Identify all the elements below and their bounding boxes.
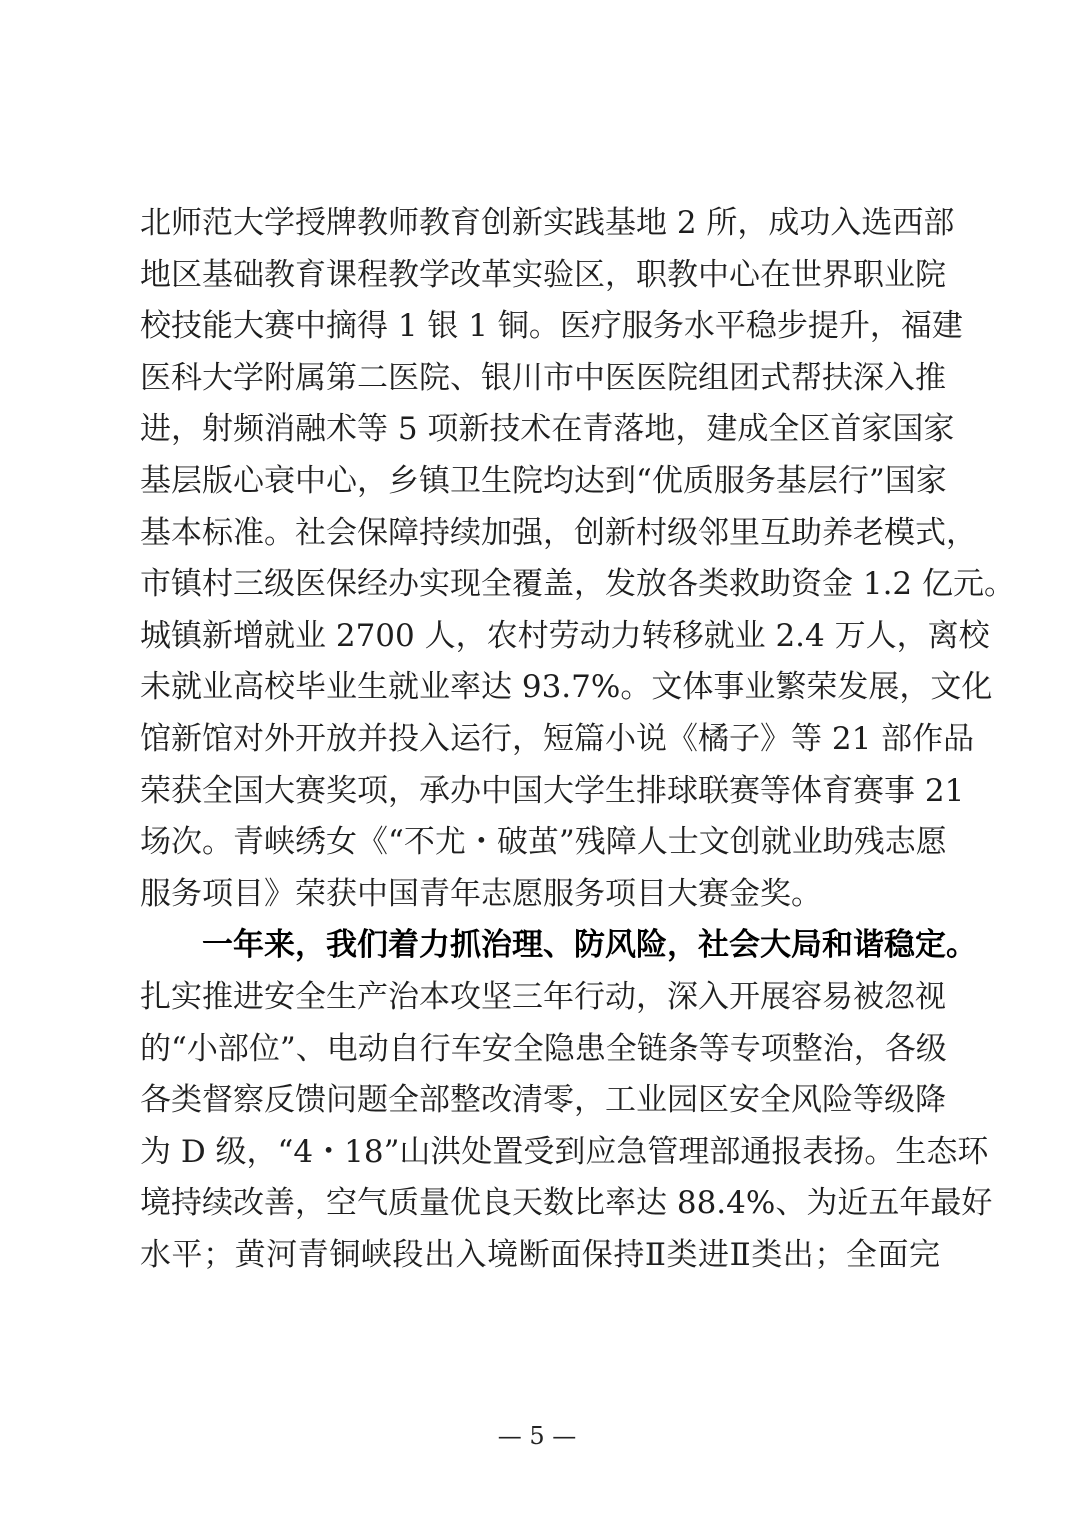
text-line: 北师范大学授牌教师教育创新实践基地 2 所，成功入选西部 xyxy=(140,205,955,241)
text-line: 各类督察反馈问题全部整改清零，工业园区安全风险等级降 xyxy=(140,1082,946,1119)
text-line: 场次。青峡绣女《“不尤・破茧”残障人士文创就业助残志愿 xyxy=(140,824,947,861)
text-line: 进，射频消融术等 5 项新技术在青落地，建成全区首家国家 xyxy=(140,411,955,448)
text-line: 市镇村三级医保经办实现全覆盖，发放各类救助资金 1.2 亿元。 xyxy=(140,566,1016,603)
text-line: 基层版心衰中心，乡镇卫生院均达到“优质服务基层行”国家 xyxy=(140,462,947,499)
text-line: 馆新馆对外开放并投入运行，短篇小说《橘子》等 21 部作品 xyxy=(140,720,975,757)
text-line: 境持续改善，空气质量优良天数比率达 88.4%、为近五年最好 xyxy=(140,1185,993,1222)
text-line: 地区基础教育课程教学改革实验区，职教中心在世界职业院 xyxy=(140,256,946,293)
text-line: 未就业高校毕业生就业率达 93.7%。文体事业繁荣发展，文化 xyxy=(140,669,993,706)
text-line: 为 D 级，“4・18”山洪处置受到应急管理部通报表扬。生态环 xyxy=(140,1133,989,1170)
text-line: 水平；黄河青铜峡段出入境断面保持Ⅱ类进Ⅱ类出；全面完 xyxy=(140,1236,940,1273)
paragraph-end-line: 服务项目》荣获中国青年志愿服务项目大赛金奖。 xyxy=(140,875,822,912)
text-line: 的“小部位”、电动自行车安全隐患全链条等专项整治，各级 xyxy=(140,1030,947,1067)
section-lead-sentence: 一年来，我们着力抓治理、防风险，社会大局和谐稳定。 xyxy=(202,927,977,964)
text-line: 校技能大赛中摘得 1 银 1 铜。医疗服务水平稳步提升，福建 xyxy=(140,308,963,345)
body-text xyxy=(140,198,1016,1281)
page-number: — 5 — xyxy=(497,1422,577,1450)
text-line: 城镇新增就业 2700 人，农村劳动力转移就业 2.4 万人，离校 xyxy=(140,617,990,654)
text-line: 基本标准。社会保障持续加强，创新村级邻里互助养老模式， xyxy=(140,514,977,551)
text-line: 荣获全国大赛奖项，承办中国大学生排球联赛等体育赛事 21 xyxy=(140,772,965,809)
text-line: 医科大学附属第二医院、银川市中医医院组团式帮扶深入推 xyxy=(140,359,946,396)
text-line: 扎实推进安全生产治本攻坚三年行动，深入开展容易被忽视 xyxy=(140,978,946,1015)
